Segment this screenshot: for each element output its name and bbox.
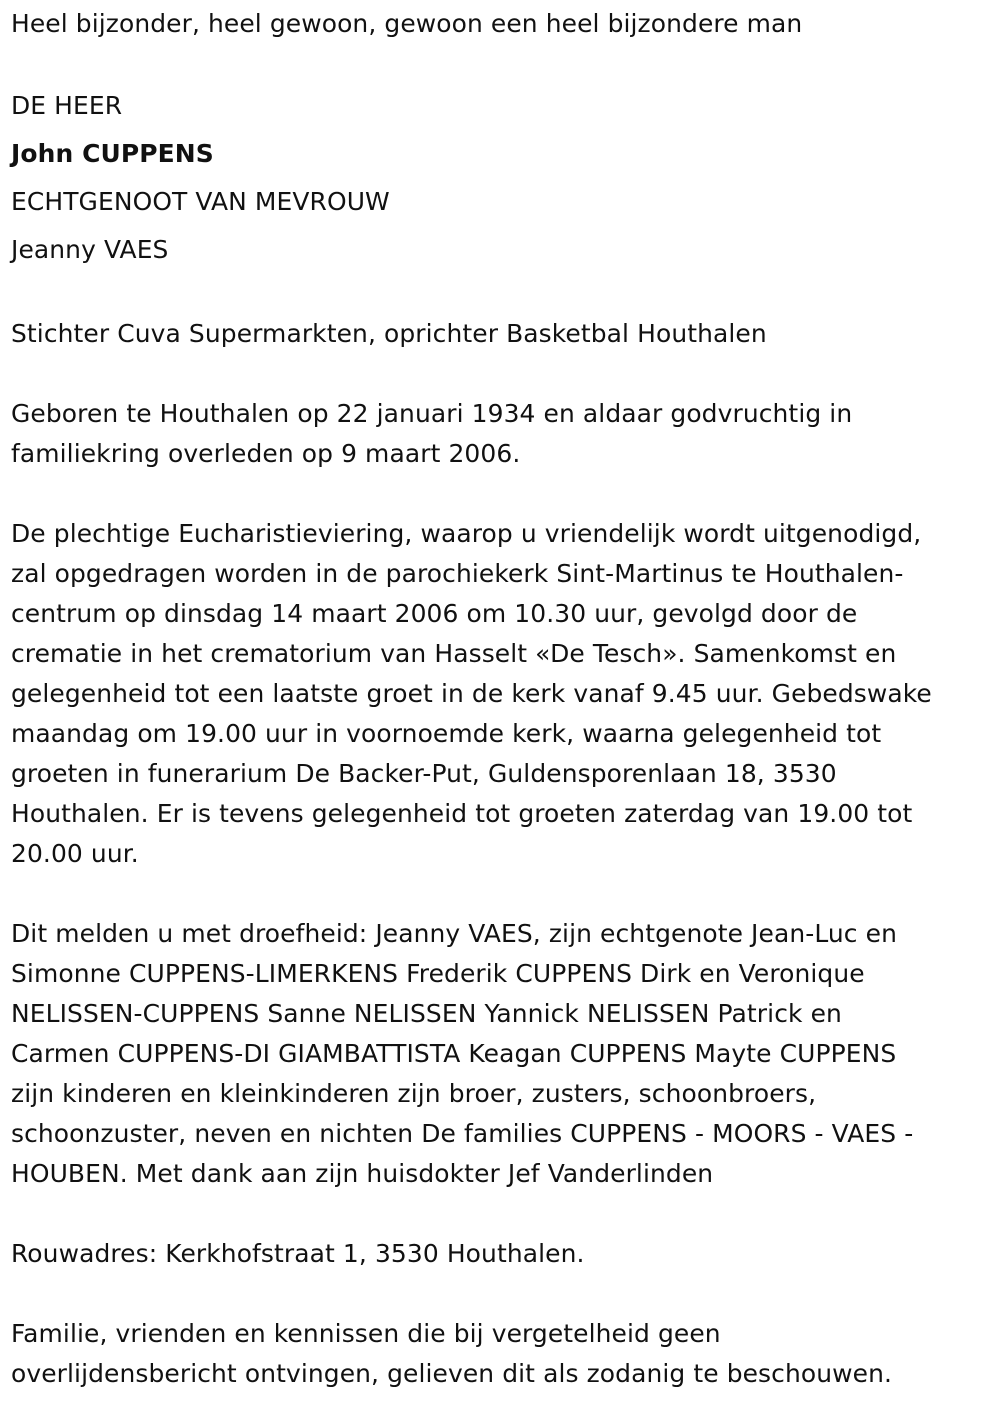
paragraph-line: schoonzuster, neven en nichten De families CUPPENS - MOORS - VAES - bbox=[11, 1119, 914, 1148]
paragraph-line: Simonne CUPPENS-LIMERKENS Frederik CUPPENS Dirk en Veronique bbox=[11, 959, 865, 988]
title-line: DE HEER bbox=[11, 91, 123, 120]
paragraph-line: crematie in het crematorium van Hasselt «De Tesch». Samenkomst en bbox=[11, 639, 897, 668]
spacer bbox=[11, 874, 991, 914]
paragraph-line: familiekring overleden op 9 maart 2006. bbox=[11, 439, 521, 468]
paragraph-line: NELISSEN-CUPPENS Sanne NELISSEN Yannick NELISSEN Patrick en bbox=[11, 999, 842, 1028]
obituary-notice bbox=[11, 4, 991, 1394]
deceased-name: John CUPPENS bbox=[11, 139, 214, 168]
birth-death-paragraph bbox=[11, 394, 991, 474]
paragraph-line: Carmen CUPPENS-DI GIAMBATTISTA Keagan CUPPENS Mayte CUPPENS bbox=[11, 1039, 897, 1068]
paragraph-line: Geboren te Houthalen op 22 januari 1934 en aldaar godvruchtig in bbox=[11, 399, 853, 428]
paragraph-line: 20.00 uur. bbox=[11, 839, 139, 868]
spacer bbox=[11, 1274, 991, 1314]
ceremony-paragraph bbox=[11, 514, 991, 874]
closing-paragraph bbox=[11, 1314, 991, 1394]
paragraph-line: centrum op dinsdag 14 maart 2006 om 10.30 uur, gevolgd door de bbox=[11, 599, 858, 628]
paragraph-line: De plechtige Eucharistieviering, waarop u vriendelijk wordt uitgenodigd, bbox=[11, 519, 922, 548]
paragraph-line: overlijdensbericht ontvingen, gelieven dit als zodanig te beschouwen. bbox=[11, 1359, 893, 1388]
spacer bbox=[11, 354, 991, 394]
spacer bbox=[11, 474, 991, 514]
paragraph-line: HOUBEN. Met dank aan zijn huisdokter Jef Vanderlinden bbox=[11, 1159, 714, 1188]
occupation-line: Stichter Cuva Supermarkten, oprichter Basketbal Houthalen bbox=[11, 319, 767, 348]
paragraph-line: Houthalen. Er is tevens gelegenheid tot groeten zaterdag van 19.00 tot bbox=[11, 799, 913, 828]
paragraph-line: Familie, vrienden en kennissen die bij vergetelheid geen bbox=[11, 1319, 721, 1348]
paragraph-line: Dit melden u met droefheid: Jeanny VAES, zijn echtgenote Jean-Luc en bbox=[11, 919, 897, 948]
paragraph-line: gelegenheid tot een laatste groet in de kerk vanaf 9.45 uur. Gebedswake bbox=[11, 679, 932, 708]
spacer bbox=[11, 44, 991, 82]
mourning-address: Rouwadres: Kerkhofstraat 1, 3530 Houthalen. bbox=[11, 1239, 585, 1268]
family-paragraph bbox=[11, 914, 991, 1194]
spacer bbox=[11, 1194, 991, 1234]
motto: Heel bijzonder, heel gewoon, gewoon een heel bijzondere man bbox=[11, 9, 803, 38]
spouse-name: Jeanny VAES bbox=[11, 235, 169, 264]
paragraph-line: maandag om 19.00 uur in voornoemde kerk, waarna gelegenheid tot bbox=[11, 719, 882, 748]
spacer bbox=[11, 274, 991, 314]
paragraph-line: groeten in funerarium De Backer-Put, Guldensporenlaan 18, 3530 bbox=[11, 759, 837, 788]
relation-line: ECHTGENOOT VAN MEVROUW bbox=[11, 187, 390, 216]
deceased-header bbox=[11, 82, 991, 274]
paragraph-line: zijn kinderen en kleinkinderen zijn broer, zusters, schoonbroers, bbox=[11, 1079, 817, 1108]
paragraph-line: zal opgedragen worden in de parochiekerk Sint-Martinus te Houthalen- bbox=[11, 559, 904, 588]
